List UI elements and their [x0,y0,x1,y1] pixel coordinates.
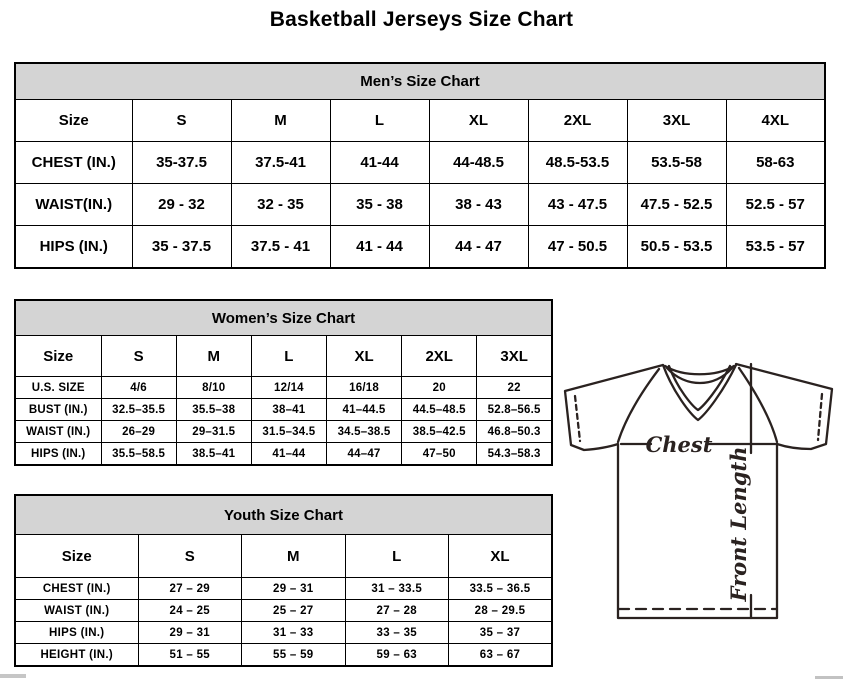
womens-value-cell: 52.8–56.5 [477,399,552,421]
womens-row-label: WAIST (IN.) [15,421,101,443]
mens-value-cell: 44-48.5 [429,142,528,184]
mens-row-label: WAIST(IN.) [15,184,132,226]
jersey-left-cuff-dashed-line [575,396,580,441]
womens-column-header: Size [15,336,101,377]
youth-value-cell: 59 – 63 [345,644,449,667]
womens-column-header: M [176,336,251,377]
chest-label: Chest [645,432,713,457]
womens-table-title: Women’s Size Chart [15,300,552,336]
mens-column-header: 2XL [528,100,627,142]
youth-value-cell: 51 – 55 [138,644,242,667]
youth-table-row [15,644,552,667]
mens-value-cell: 52.5 - 57 [726,184,825,226]
scrollbar-fragment-left[interactable] [0,674,26,678]
womens-value-cell: 4/6 [101,377,176,399]
youth-size-table [14,494,553,667]
womens-column-header: 2XL [402,336,477,377]
womens-value-cell: 38–41 [251,399,326,421]
womens-value-cell: 26–29 [101,421,176,443]
youth-value-cell: 24 – 25 [138,600,242,622]
mens-value-cell: 53.5-58 [627,142,726,184]
womens-row-label: U.S. SIZE [15,377,101,399]
mens-value-cell: 50.5 - 53.5 [627,226,726,269]
youth-value-cell: 27 – 29 [138,578,242,600]
mens-row-label: HIPS (IN.) [15,226,132,269]
youth-value-cell: 29 – 31 [138,622,242,644]
youth-table-row [15,578,552,600]
page-title: Basketball Jerseys Size Chart [269,8,574,31]
jersey-right-cuff-dashed-line [818,394,822,440]
mens-value-cell: 58-63 [726,142,825,184]
youth-value-cell: 33 – 35 [345,622,449,644]
womens-column-header: 3XL [477,336,552,377]
womens-value-cell: 20 [402,377,477,399]
mens-row-label: CHEST (IN.) [15,142,132,184]
mens-column-header: S [132,100,231,142]
mens-column-header: L [330,100,429,142]
womens-value-cell: 22 [477,377,552,399]
womens-value-cell: 34.5–38.5 [326,421,401,443]
womens-column-header: L [251,336,326,377]
youth-table-row [15,600,552,622]
mens-value-cell: 47.5 - 52.5 [627,184,726,226]
youth-value-cell: 33.5 – 36.5 [449,578,553,600]
jersey-collar-back-arc [665,366,734,374]
youth-column-header: M [242,535,346,578]
womens-value-cell: 44–47 [326,443,401,466]
front-length-label: Front Length [726,446,751,602]
mens-value-cell: 35-37.5 [132,142,231,184]
youth-value-cell: 25 – 27 [242,600,346,622]
mens-column-header: 4XL [726,100,825,142]
mens-value-cell: 44 - 47 [429,226,528,269]
womens-value-cell: 41–44.5 [326,399,401,421]
mens-value-cell: 53.5 - 57 [726,226,825,269]
youth-value-cell: 27 – 28 [345,600,449,622]
jersey-measurement-diagram [555,352,843,624]
womens-value-cell: 16/18 [326,377,401,399]
womens-value-cell: 8/10 [176,377,251,399]
jersey-right-sleeve-seam [739,368,777,442]
youth-row-label: WAIST (IN.) [15,600,138,622]
mens-value-cell: 35 - 37.5 [132,226,231,269]
youth-value-cell: 63 – 67 [449,644,553,667]
mens-value-cell: 32 - 35 [231,184,330,226]
youth-row-label: HIPS (IN.) [15,622,138,644]
womens-value-cell: 46.8–50.3 [477,421,552,443]
mens-size-table [14,62,826,269]
mens-value-cell: 48.5-53.5 [528,142,627,184]
youth-value-cell: 31 – 33 [242,622,346,644]
womens-value-cell: 35.5–38 [176,399,251,421]
youth-value-cell: 29 – 31 [242,578,346,600]
youth-column-header: S [138,535,242,578]
mens-value-cell: 38 - 43 [429,184,528,226]
mens-value-cell: 35 - 38 [330,184,429,226]
mens-value-cell: 29 - 32 [132,184,231,226]
womens-row-label: BUST (IN.) [15,399,101,421]
mens-column-header: Size [15,100,132,142]
youth-row-label: HEIGHT (IN.) [15,644,138,667]
jersey-outline-image [555,352,843,624]
mens-value-cell: 47 - 50.5 [528,226,627,269]
womens-value-cell: 12/14 [251,377,326,399]
womens-value-cell: 47–50 [402,443,477,466]
womens-column-header: XL [326,336,401,377]
youth-value-cell: 28 – 29.5 [449,600,553,622]
youth-column-header: L [345,535,449,578]
youth-value-cell: 31 – 33.5 [345,578,449,600]
mens-value-cell: 37.5 - 41 [231,226,330,269]
womens-column-header: S [101,336,176,377]
womens-value-cell: 41–44 [251,443,326,466]
womens-size-table [14,299,553,466]
youth-row-label: CHEST (IN.) [15,578,138,600]
youth-column-header: XL [449,535,553,578]
youth-value-cell: 35 – 37 [449,622,553,644]
womens-table-row [15,443,552,466]
youth-table-row [15,622,552,644]
womens-value-cell: 32.5–35.5 [101,399,176,421]
womens-value-cell: 31.5–34.5 [251,421,326,443]
youth-value-cell: 55 – 59 [242,644,346,667]
womens-value-cell: 29–31.5 [176,421,251,443]
mens-table-row [15,142,825,184]
womens-value-cell: 35.5–58.5 [101,443,176,466]
mens-value-cell: 41-44 [330,142,429,184]
mens-value-cell: 37.5-41 [231,142,330,184]
youth-table-title: Youth Size Chart [15,495,552,535]
mens-table-title: Men’s Size Chart [15,63,825,100]
womens-value-cell: 38.5–41 [176,443,251,466]
womens-table-row [15,399,552,421]
womens-value-cell: 54.3–58.3 [477,443,552,466]
womens-table-row [15,377,552,399]
womens-table-row [15,421,552,443]
mens-column-header: XL [429,100,528,142]
youth-column-header: Size [15,535,138,578]
mens-value-cell: 43 - 47.5 [528,184,627,226]
mens-table-row [15,184,825,226]
mens-value-cell: 41 - 44 [330,226,429,269]
mens-column-header: 3XL [627,100,726,142]
mens-table-row [15,226,825,269]
womens-value-cell: 38.5–42.5 [402,421,477,443]
jersey-body-outline [565,364,832,618]
mens-column-header: M [231,100,330,142]
womens-row-label: HIPS (IN.) [15,443,101,466]
womens-value-cell: 44.5–48.5 [402,399,477,421]
